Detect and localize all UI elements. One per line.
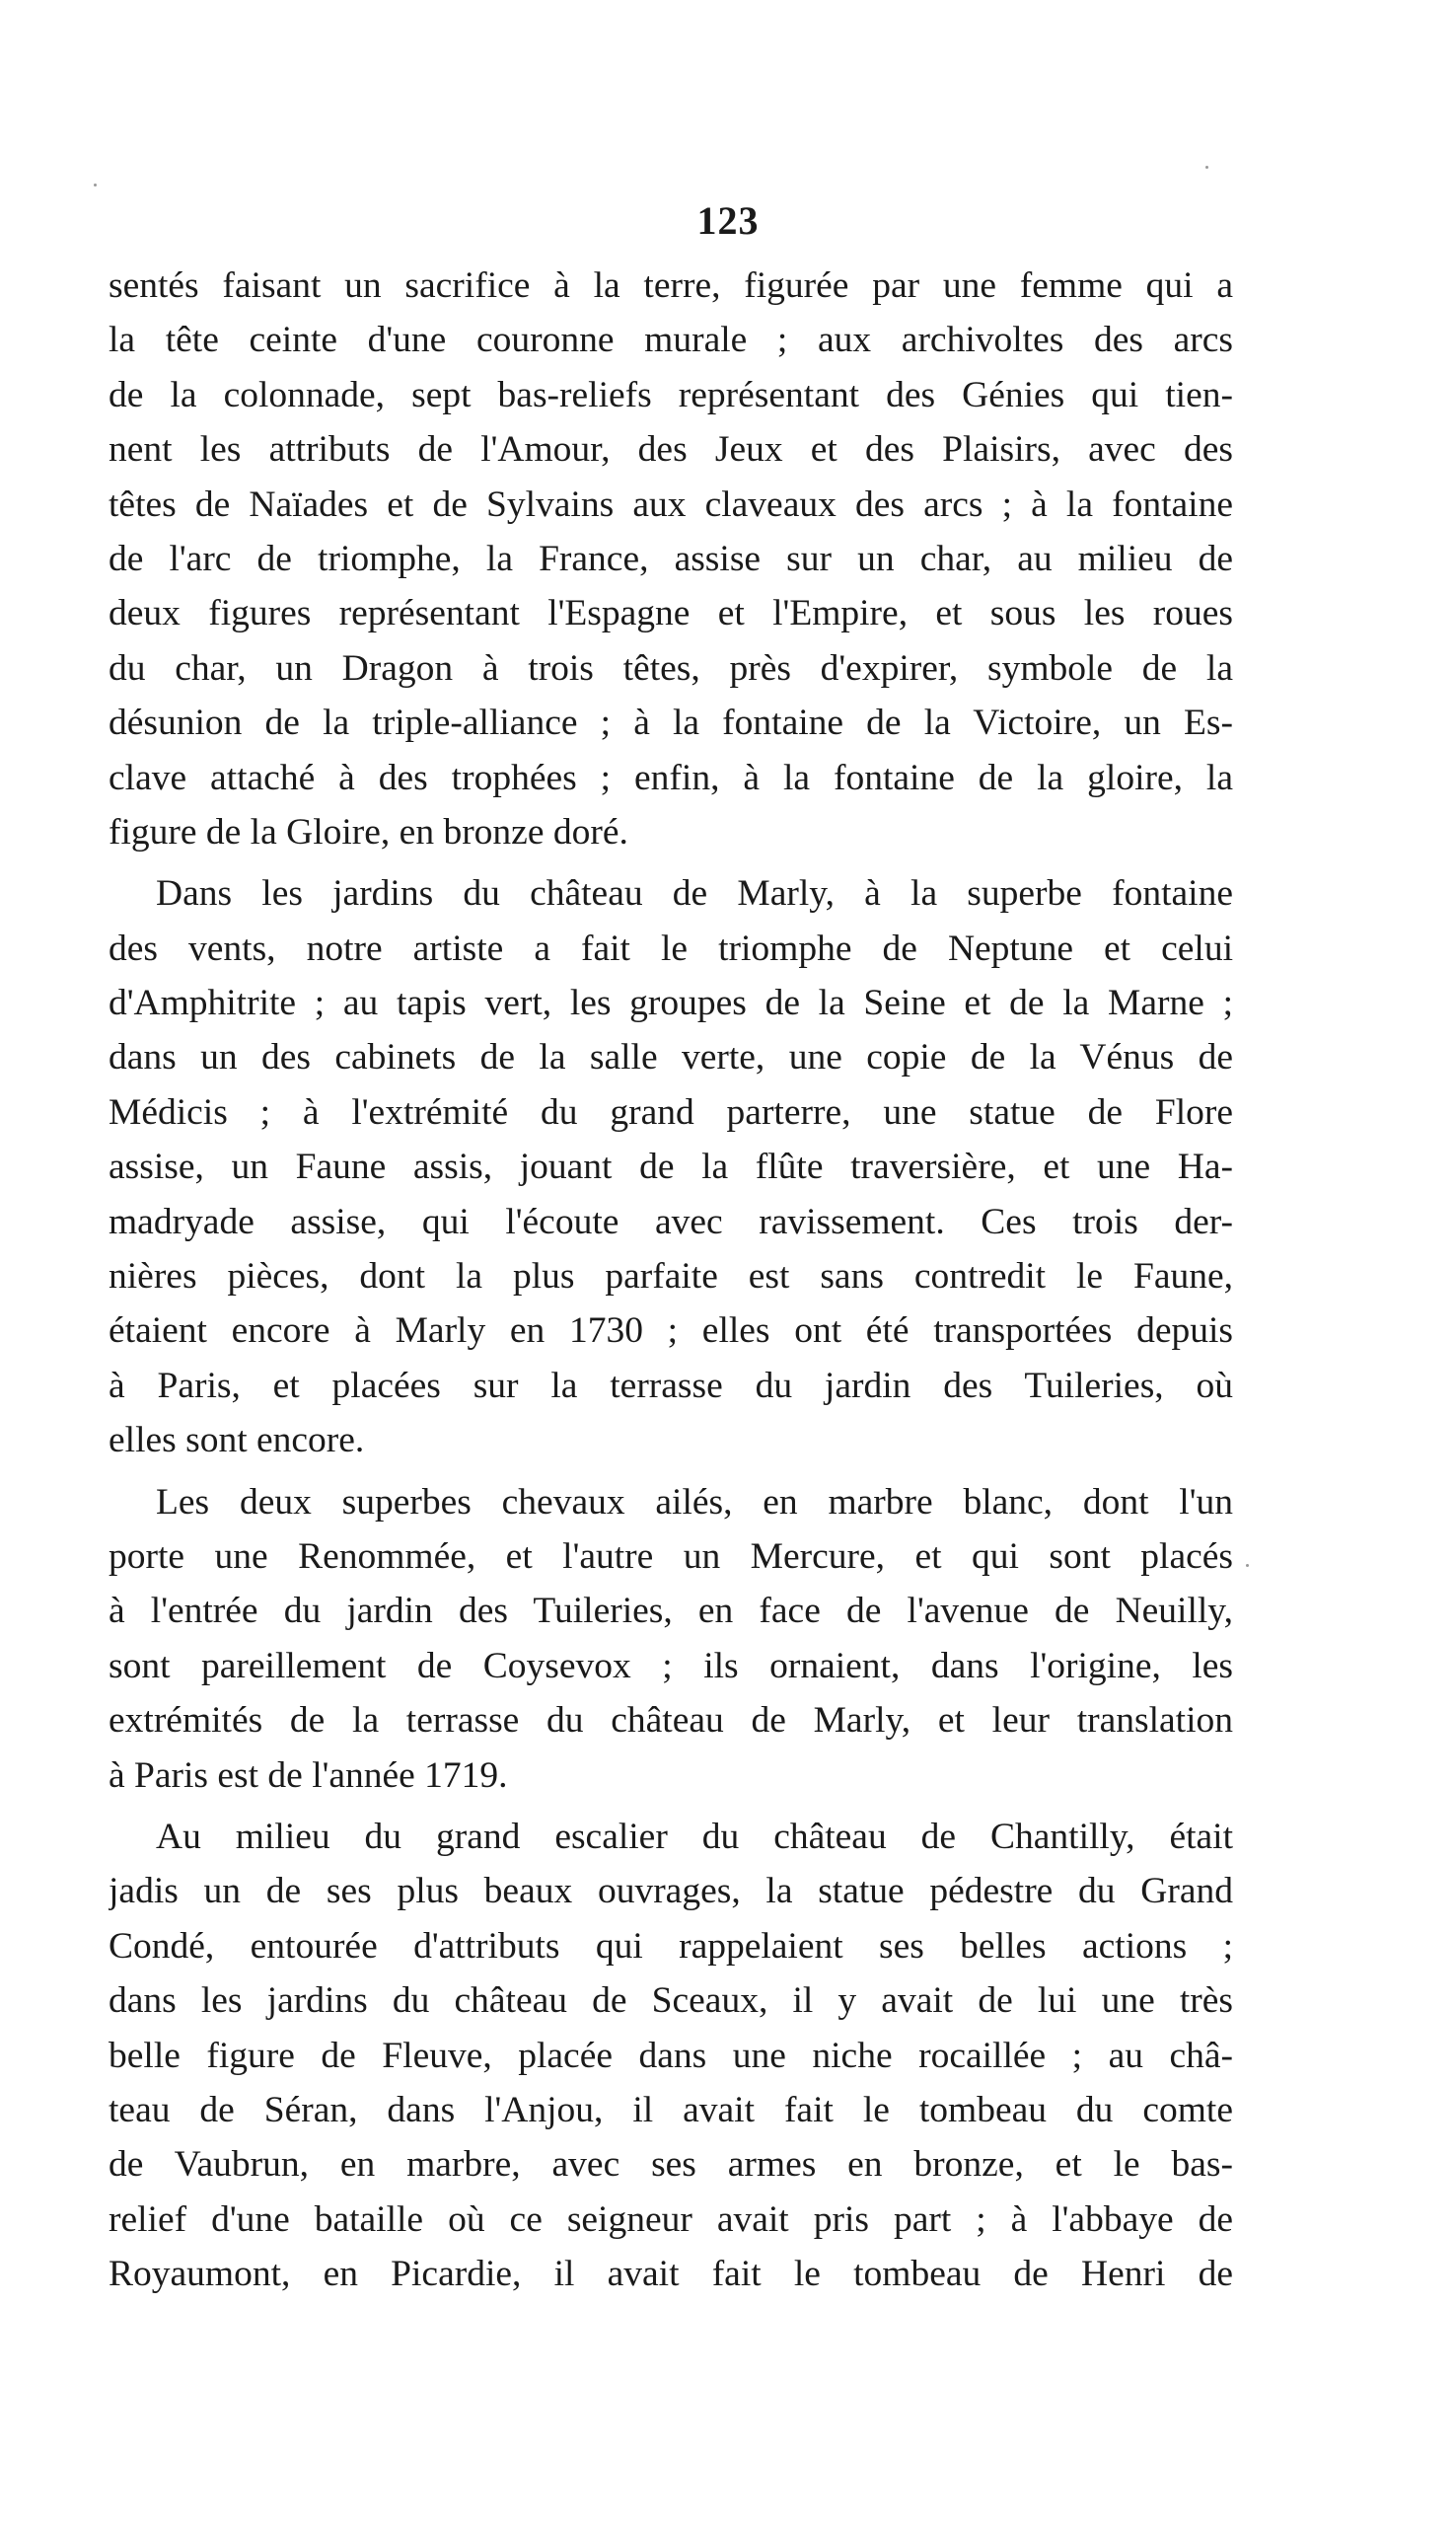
scan-speck: [1246, 1564, 1249, 1567]
text-line: de la colonnade, sept bas-reliefs représentant des Génies qui tien-: [109, 374, 1233, 415]
text-line: sentés faisant un sacrifice à la terre, figurée par une femme qui a: [109, 265, 1233, 306]
text-line: clave attaché à des trophées ; enfin, à la fontaine de la gloire, la: [109, 757, 1233, 798]
text-line: de l'arc de triomphe, la France, assise sur un char, au milieu de: [109, 538, 1233, 579]
text-line: relief d'une bataille où ce seigneur avait pris part ; à l'abbaye de: [109, 2198, 1233, 2240]
paragraph: [109, 866, 1233, 1467]
body-text: [109, 259, 1233, 2301]
paragraph: [109, 1475, 1233, 1803]
text-line: madryade assise, qui l'écoute avec ravissement. Ces trois der-: [109, 1201, 1233, 1242]
scan-speck: [1205, 166, 1208, 169]
text-line: figure de la Gloire, en bronze doré.: [109, 811, 628, 853]
text-line: jadis un de ses plus beaux ouvrages, la statue pédestre du Grand: [109, 1871, 1233, 1912]
text-line: têtes de Naïades et de Sylvains aux claveaux des arcs ; à la fontaine: [109, 483, 1233, 525]
text-line: du char, un Dragon à trois têtes, près d'expirer, symbole de la: [109, 647, 1233, 689]
text-line: nent les attributs de l'Amour, des Jeux et des Plaisirs, avec des: [109, 429, 1233, 471]
text-line: deux figures représentant l'Espagne et l'Empire, et sous les roues: [109, 593, 1233, 634]
text-line: Condé, entourée d'attributs qui rappelaient ses belles actions ;: [109, 1925, 1233, 1967]
paragraph: [109, 259, 1233, 859]
text-line: à Paris, et placées sur la terrasse du jardin des Tuileries, où: [109, 1365, 1233, 1406]
text-line: dans un des cabinets de la salle verte, une copie de la Vénus de: [109, 1037, 1233, 1078]
text-line: assise, un Faune assis, jouant de la flûte traversière, et une Ha-: [109, 1147, 1233, 1188]
text-line: elles sont encore.: [109, 1420, 365, 1461]
text-line: extrémités de la terrasse du château de Marly, et leur translation: [109, 1700, 1233, 1742]
text-line: à l'entrée du jardin des Tuileries, en face de l'avenue de Neuilly,: [109, 1591, 1233, 1632]
page-number: 123: [696, 198, 760, 243]
text-line: à Paris est de l'année 1719.: [109, 1754, 508, 1796]
text-line: étaient encore à Marly en 1730 ; elles ont été transportées depuis: [109, 1310, 1233, 1352]
text-line: Médicis ; à l'extrémité du grand parterre, une statue de Flore: [109, 1091, 1233, 1133]
text-line: la tête ceinte d'une couronne murale ; aux archivoltes des arcs: [109, 320, 1233, 361]
text-line: sont pareillement de Coysevox ; ils ornaient, dans l'origine, les: [109, 1645, 1233, 1686]
paragraph: [109, 1810, 1233, 2302]
text-line: Au milieu du grand escalier du château de Chantilly, était: [156, 1816, 1233, 1857]
text-line: Royaumont, en Picardie, il avait fait le tombeau de Henri de: [109, 2254, 1233, 2295]
text-line: belle figure de Fleuve, placée dans une niche rocaillée ; au châ-: [109, 2035, 1233, 2076]
text-line: de Vaubrun, en marbre, avec ses armes en bronze, et le bas-: [109, 2144, 1233, 2186]
scan-speck: [94, 184, 97, 186]
text-line: nières pièces, dont la plus parfaite est sans contredit le Faune,: [109, 1256, 1233, 1298]
text-line: des vents, notre artiste a fait le triomphe de Neptune et celui: [109, 928, 1233, 969]
text-line: porte une Renommée, et l'autre un Mercure, et qui sont placés: [109, 1535, 1233, 1577]
text-line: d'Amphitrite ; au tapis vert, les groupes de la Seine et de la Marne ;: [109, 983, 1233, 1024]
text-line: dans les jardins du château de Sceaux, il y avait de lui une très: [109, 1980, 1233, 2022]
text-line: teau de Séran, dans l'Anjou, il avait fait le tombeau du comte: [109, 2089, 1233, 2130]
text-line: désunion de la triple-alliance ; à la fontaine de la Victoire, un Es-: [109, 703, 1233, 744]
text-line: Dans les jardins du château de Marly, à la superbe fontaine: [156, 873, 1233, 915]
text-line: Les deux superbes chevaux ailés, en marbre blanc, dont l'un: [156, 1481, 1233, 1523]
